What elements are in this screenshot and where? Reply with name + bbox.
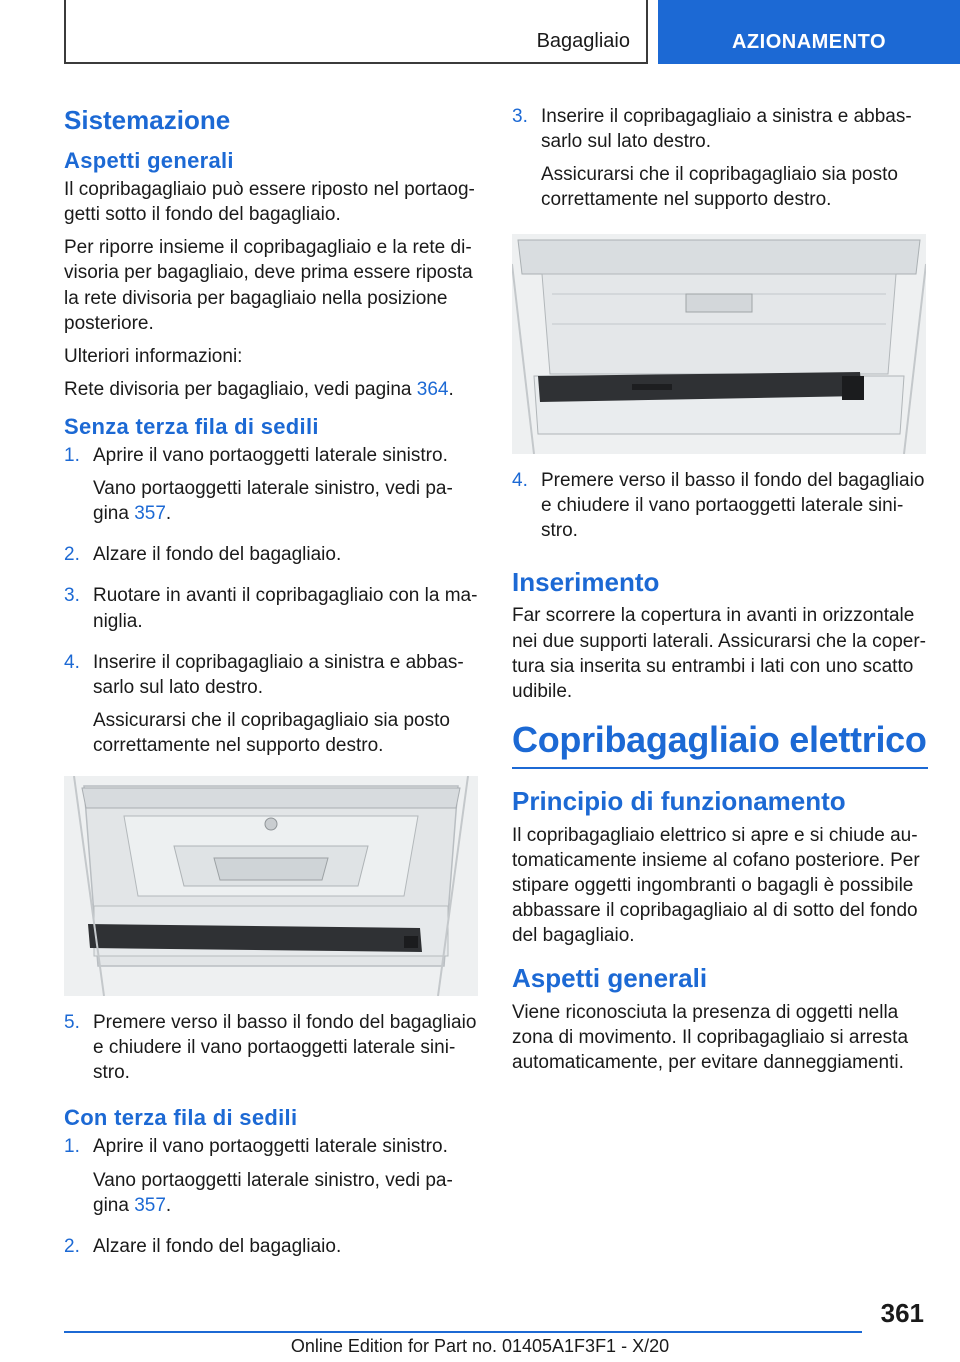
steps-con <box>64 1134 478 1266</box>
trunk-third-row-illustration <box>512 234 926 454</box>
page-link-364[interactable]: 364 <box>416 378 449 400</box>
step-item <box>64 542 478 575</box>
heading-senza-terza-fila: Senza terza fila di sedili <box>64 413 319 439</box>
reference-text: Vano portaoggetti laterale sinistro, vedi pagina <box>93 1169 453 1216</box>
step-item <box>512 468 928 551</box>
step-text: Ruotare in avanti il copribagagliaio con la maniglia. <box>93 585 478 632</box>
heading-inserimento: Inserimento <box>512 566 660 597</box>
heading-con-terza-fila: Con terza fila di sedili <box>64 1105 298 1131</box>
step-text: Alzare il fondo del bagagliaio. <box>93 1235 342 1257</box>
header-section-title: Bagagliaio <box>536 30 630 52</box>
reference-text: Vano portaoggetti laterale sinistro, vedi pagina <box>93 478 453 525</box>
step-reference <box>93 476 478 526</box>
step-item <box>64 650 478 766</box>
footer-edition: Online Edition for Part no. 01405A1F3F1 - X/20 <box>290 1336 670 1356</box>
step-item <box>64 1134 478 1225</box>
step-number: 3. <box>512 106 528 127</box>
page-link-357[interactable]: 357 <box>134 503 166 525</box>
footer-divider <box>64 1331 862 1333</box>
paragraph: Per riporre insieme il copribagagliaio e la rete divisoria per bagagliaio, deve prima essere riposta la rete divisoria per bagagliaio nella posizione posteriore. <box>64 237 473 334</box>
step-number: 3. <box>64 585 80 607</box>
paragraph-reference <box>64 377 478 402</box>
reference-end: . <box>448 378 454 400</box>
step-text: Inserire il copribagagliaio a sinistra e abbassarlo sul lato destro. <box>93 651 464 698</box>
heading-aspetti-generali: Aspetti generali <box>64 147 234 173</box>
steps-con-final <box>512 468 928 551</box>
step-text: Premere verso il basso il fondo del bagagliaio e chiudere il vano portaoggetti laterale sinistro. <box>93 1011 477 1084</box>
step-note: Assicurarsi che il copribagagliaio sia posto correttamente nel supporto destro. <box>541 164 898 211</box>
step-text: Alzare il fondo del bagagliaio. <box>93 544 342 566</box>
paragraph: Ulteriori informazioni: <box>64 345 243 367</box>
step-number: 1. <box>64 445 80 467</box>
header-section-box <box>64 0 648 64</box>
step-text: Premere verso il basso il fondo del bagagliaio e chiudere il vano portaoggetti laterale sinistro. <box>541 470 925 542</box>
step-item <box>64 583 478 641</box>
steps-senza <box>64 443 478 766</box>
paragraph: Far scorrere la copertura in avanti in orizzontale nei due supporti laterali. Assicurarsi che la copertura sia inserita su entrambi i lati con uno scatto udibile. <box>512 605 926 702</box>
reference-end: . <box>165 1194 172 1216</box>
paragraph: Il copribagagliaio elettrico si apre e si chiude automaticamente insieme al cofano posteriore. Per stipare oggetti ingombranti o bagagli è possibile abbassare il copribagagliaio al di sotto del fondo del bagagliaio. <box>512 824 920 947</box>
reference-text: Rete divisoria per bagagliaio, vedi pagina <box>64 378 417 400</box>
step-text: Aprire il vano portaoggetti laterale sinistro. <box>93 1136 448 1158</box>
step-number: 1. <box>64 1136 80 1158</box>
heading-aspetti-generali-2: Aspetti generali <box>512 963 708 994</box>
step-number: 2. <box>64 1235 80 1257</box>
step-number: 5. <box>64 1011 80 1033</box>
step-text: Aprire il vano portaoggetti laterale sinistro. <box>93 445 448 467</box>
heading-principio: Principio di funzionamento <box>512 785 846 816</box>
step-item <box>512 104 928 220</box>
trunk-cover-illustration <box>64 776 478 996</box>
left-column <box>64 96 478 1275</box>
reference-end: . <box>165 503 172 525</box>
header-chapter-tab: AZIONAMENTO <box>658 0 960 64</box>
steps-senza-continued <box>64 1010 478 1093</box>
paragraph: Il copribagagliaio può essere riposto nel portaoggetti sotto il fondo del bagagliaio. <box>64 179 475 226</box>
trunk-illustration-left <box>64 776 478 996</box>
page-number: 361 <box>880 1298 924 1328</box>
paragraph: Viene riconosciuta la presenza di oggetti nella zona di movimento. Il copribagagliaio si arresta automaticamente, per evitare danneggiamenti. <box>512 1002 909 1074</box>
step-text: Inserire il copribagagliaio a sinistra e abbassarlo sul lato destro. <box>541 106 912 153</box>
heading-sistemazione: Sistemazione <box>64 105 231 135</box>
steps-con-continued <box>512 104 928 220</box>
heading-copribagagliaio-elettrico: Copribagagliaio elettrico <box>512 718 928 769</box>
step-number: 4. <box>64 651 80 673</box>
step-note: Assicurarsi che il copribagagliaio sia posto correttamente nel supporto destro. <box>93 709 450 756</box>
step-reference <box>93 1168 478 1218</box>
trunk-illustration-right <box>512 234 926 454</box>
step-number: 2. <box>64 544 80 566</box>
right-column <box>512 104 928 1083</box>
page-link-357[interactable]: 357 <box>134 1194 166 1216</box>
step-item <box>64 1010 478 1093</box>
step-number: 4. <box>512 470 528 492</box>
step-item <box>64 1234 478 1267</box>
step-item <box>64 443 478 534</box>
